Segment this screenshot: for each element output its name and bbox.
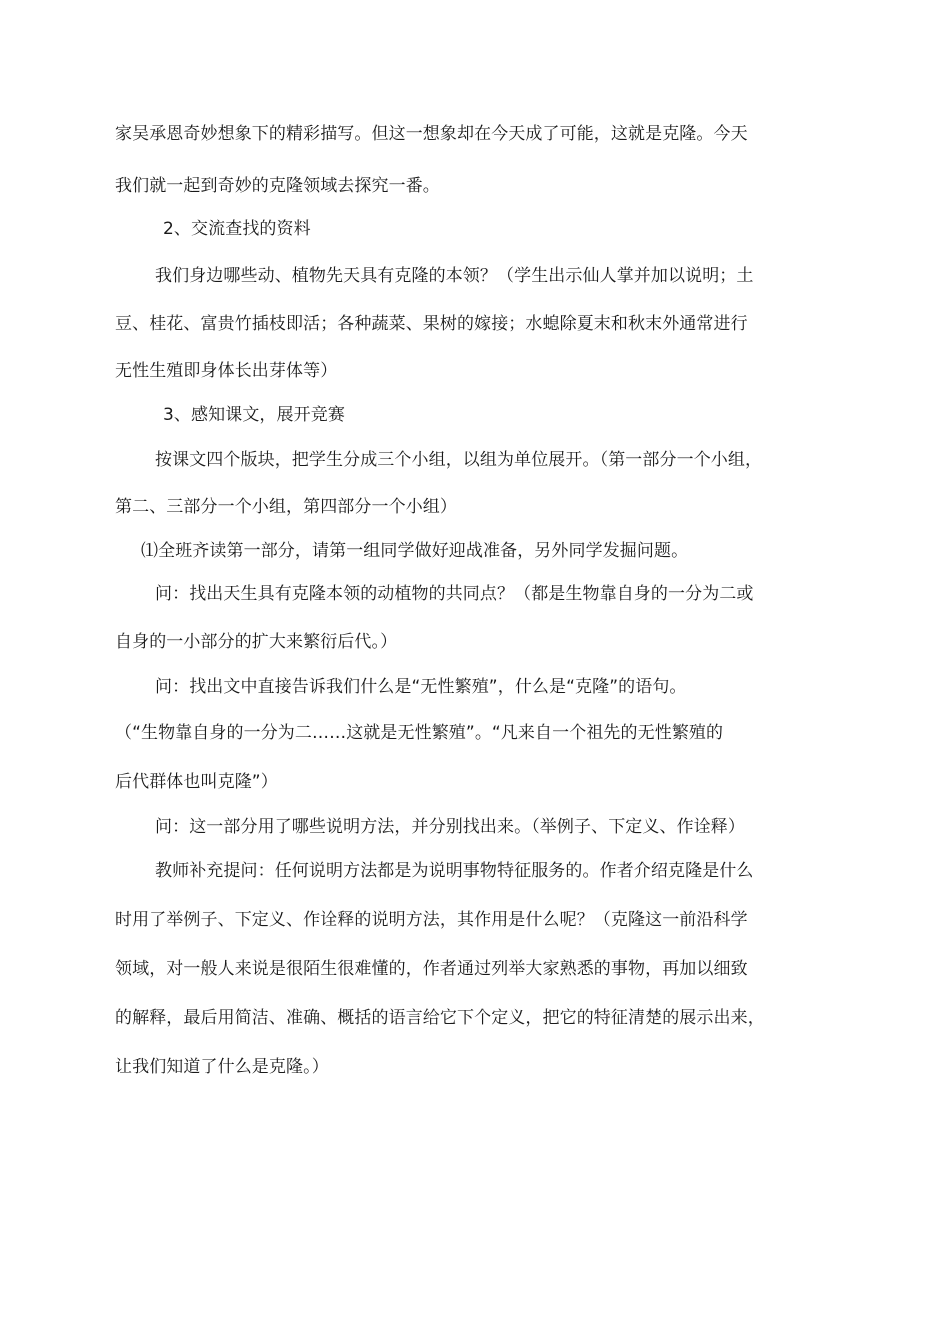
paragraph-line: 按课文四个版块，把学生分成三个小组，以组为单位展开。（第一部分一个小组， bbox=[155, 450, 763, 470]
paragraph-line: 豆、桂花、富贵竹插枝即活；各种蔬菜、果树的嫁接；水螅除夏末和秋末外通常进行 bbox=[115, 314, 748, 334]
paragraph-line: 问：找出文中直接告诉我们什么是“无性繁殖”，什么是“克隆”的语句。 bbox=[155, 677, 687, 697]
paragraph-line: 我们就一起到奇妙的克隆领域去探究一番。 bbox=[115, 176, 440, 196]
paragraph-line: 时用了举例子、下定义、作诠释的说明方法，其作用是什么呢？（克隆这一前沿科学 bbox=[115, 910, 748, 930]
paragraph-line: 的解释，最后用简洁、准确、概括的语言给它下个定义，把它的特征清楚的展示出来， bbox=[115, 1008, 765, 1028]
paragraph-line: 领域，对一般人来说是很陌生很难懂的，作者通过列举大家熟悉的事物，再加以细致 bbox=[115, 959, 748, 979]
paragraph-line: 我们身边哪些动、植物先天具有克隆的本领？（学生出示仙人掌并加以说明；土 bbox=[155, 266, 754, 286]
paragraph-line: 自身的一小部分的扩大来繁衍后代。） bbox=[115, 632, 398, 652]
paragraph-line: 让我们知道了什么是克隆。） bbox=[115, 1057, 329, 1077]
paragraph-line: （“生物靠自身的一分为二……这就是无性繁殖”。“凡来自一个祖先的无性繁殖的 bbox=[115, 723, 724, 743]
paragraph-line: 教师补充提问：任何说明方法都是为说明事物特征服务的。作者介绍克隆是什么 bbox=[155, 861, 754, 881]
paragraph-line: 无性生殖即身体长出芽体等） bbox=[115, 361, 338, 381]
paragraph-line: 问：这一部分用了哪些说明方法，并分别找出来。（举例子、下定义、作诠释） bbox=[155, 817, 745, 837]
paragraph-line: ⑴全班齐读第一部分，请第一组同学做好迎战准备，另外同学发掘问题。 bbox=[141, 541, 689, 561]
section-heading: 3、感知课文，展开竞赛 bbox=[163, 405, 345, 425]
paragraph-line: 家吴承恩奇妙想象下的精彩描写。但这一想象却在今天成了可能，这就是克隆。今天 bbox=[115, 124, 748, 144]
paragraph-line: 后代群体也叫克隆”） bbox=[115, 772, 278, 792]
paragraph-line: 问：找出天生具有克隆本领的动植物的共同点？（都是生物靠自身的一分为二或 bbox=[155, 584, 754, 604]
paragraph-line: 第二、三部分一个小组，第四部分一个小组） bbox=[115, 497, 457, 517]
section-heading: 2、交流查找的资料 bbox=[163, 219, 311, 239]
